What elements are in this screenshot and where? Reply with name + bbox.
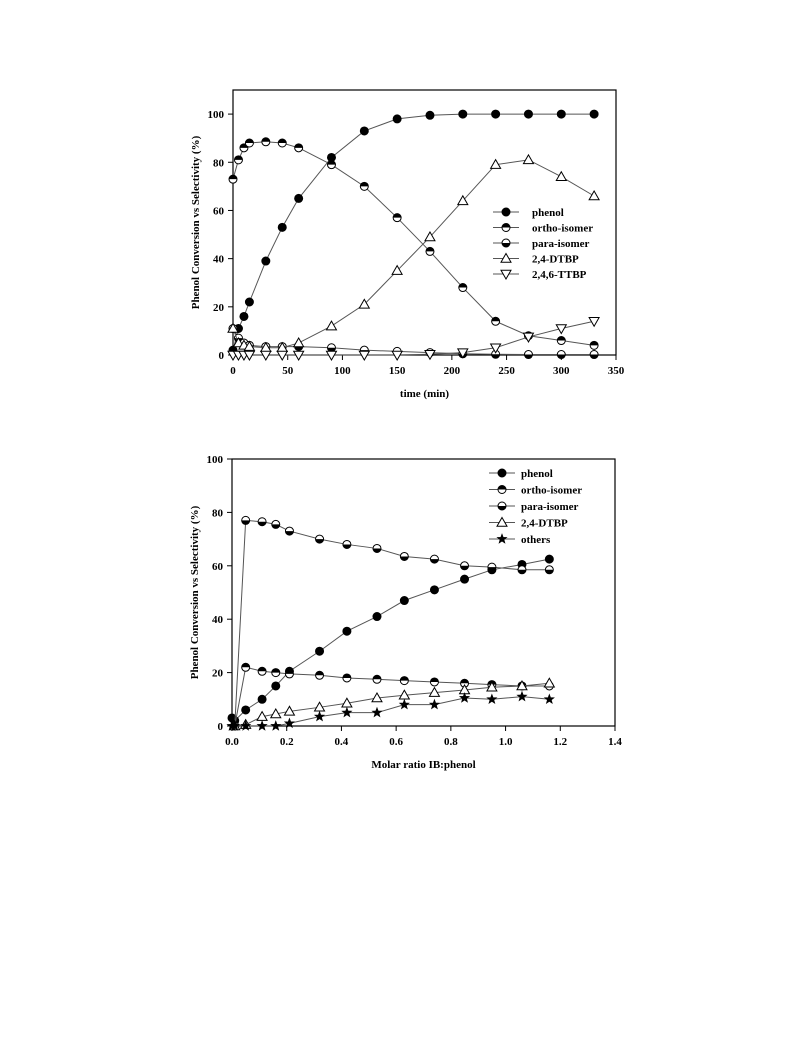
x-tick-label: 0.4 [334, 736, 349, 748]
y-axis-label: Phenol Conversion vs Selectivity (%) [190, 135, 202, 310]
data-point [360, 127, 368, 135]
data-point [242, 706, 250, 714]
legend-marker [498, 486, 506, 494]
data-point [258, 695, 266, 703]
data-point [545, 566, 553, 574]
data-point [517, 692, 527, 701]
legend-marker [501, 254, 511, 263]
data-point [492, 317, 500, 325]
data-point [245, 139, 253, 147]
x-tick-label: 1.0 [498, 736, 513, 748]
legend-marker [497, 518, 507, 527]
legend-item [489, 485, 582, 497]
x-tick-label: 0 [230, 365, 236, 377]
y-tick-label: 20 [212, 667, 223, 680]
chart-phenol-vs-time [190, 90, 625, 400]
data-point [459, 110, 467, 118]
data-point [524, 110, 532, 118]
data-point [316, 647, 324, 655]
data-point [557, 337, 565, 345]
data-point [326, 321, 336, 330]
data-point [400, 677, 408, 685]
legend-label: phenol [521, 468, 553, 480]
data-point [229, 175, 237, 183]
legend-item [489, 534, 551, 546]
legend-label: others [521, 534, 551, 546]
data-point [261, 351, 271, 360]
x-axis-label: Molar ratio IB:phenol [371, 759, 476, 771]
data-point [545, 555, 553, 563]
data-point [426, 247, 434, 255]
x-tick-label: 300 [553, 365, 570, 377]
data-point [400, 597, 408, 605]
chart-phenol-vs-molar-ratio [189, 454, 622, 771]
legend-marker [502, 239, 510, 247]
data-point [557, 110, 565, 118]
data-point [487, 694, 497, 703]
legend-label: 2,4,6-TTBP [532, 269, 587, 281]
series-phenol [228, 555, 553, 725]
data-point [294, 338, 304, 347]
x-tick-label: 0.2 [279, 736, 294, 748]
data-point [523, 155, 533, 164]
y-tick-label: 20 [213, 301, 224, 314]
data-point [589, 191, 599, 200]
legend-label: phenol [532, 207, 564, 219]
data-point [285, 527, 293, 535]
data-point [343, 627, 351, 635]
data-point [460, 693, 470, 702]
data-point [492, 110, 500, 118]
y-tick-label: 100 [206, 454, 223, 466]
legend-marker [501, 270, 511, 279]
data-point [271, 721, 281, 730]
data-point [245, 298, 253, 306]
x-tick-label: 250 [498, 365, 515, 377]
data-point [272, 682, 280, 690]
data-point [430, 586, 438, 594]
data-point [373, 675, 381, 683]
data-point [258, 667, 266, 675]
x-tick-label: 200 [443, 365, 461, 377]
y-tick-label: 40 [213, 253, 224, 266]
data-point [343, 540, 351, 548]
y-tick-label: 40 [212, 614, 223, 627]
legend [493, 207, 593, 281]
y-tick-label: 0 [217, 721, 223, 733]
data-point [373, 544, 381, 552]
data-point [277, 351, 287, 360]
legend-item [493, 207, 564, 219]
data-point [400, 552, 408, 560]
data-point [327, 161, 335, 169]
x-tick-label: 1.2 [553, 736, 568, 748]
data-point [430, 678, 438, 686]
data-point [461, 562, 469, 570]
data-point [240, 312, 248, 320]
legend [489, 468, 582, 546]
data-point [359, 351, 369, 360]
legend-item [493, 223, 593, 235]
series-line [232, 697, 549, 726]
legend-marker [498, 502, 506, 510]
data-point [316, 535, 324, 543]
data-point [262, 138, 270, 146]
series-2-4-6-ttbp [228, 318, 599, 360]
data-point [426, 111, 434, 119]
data-point [342, 708, 352, 717]
series-line [235, 683, 550, 726]
data-point [257, 721, 267, 730]
legend-marker [497, 534, 507, 543]
legend-item [493, 254, 579, 266]
data-point [327, 344, 335, 352]
data-point [590, 110, 598, 118]
x-axis [230, 355, 625, 377]
data-point [488, 563, 496, 571]
y-tick-label: 60 [212, 560, 223, 573]
data-point [272, 669, 280, 677]
data-point [285, 670, 293, 678]
series-line [233, 321, 594, 355]
data-point [242, 516, 250, 524]
legend-label: para-isomer [521, 501, 579, 513]
data-point [590, 351, 598, 359]
x-axis-label: time (min) [399, 388, 450, 400]
data-point [461, 575, 469, 583]
legend-item [489, 518, 568, 530]
legend-marker [502, 208, 510, 216]
data-point [518, 566, 526, 574]
x-tick-label: 0.0 [225, 736, 239, 748]
x-tick-label: 1.4 [608, 736, 622, 748]
data-point [545, 694, 555, 703]
data-point [343, 674, 351, 682]
legend-item [493, 269, 587, 281]
data-point [393, 214, 401, 222]
plot-frame [232, 459, 615, 726]
data-point [316, 671, 324, 679]
x-tick-label: 350 [607, 365, 625, 377]
legend-label: ortho-isomer [532, 222, 594, 235]
data-point [360, 182, 368, 190]
data-point [372, 708, 382, 717]
series-line [235, 520, 550, 726]
y-tick-label: 100 [207, 109, 224, 122]
data-point [392, 351, 402, 360]
data-point [393, 115, 401, 123]
x-tick-label: 150 [388, 365, 406, 377]
data-point [272, 520, 280, 528]
data-point [262, 257, 270, 265]
data-point [278, 223, 286, 231]
x-tick-label: 50 [282, 365, 294, 377]
data-point [242, 663, 250, 671]
data-point [295, 144, 303, 152]
x-axis [225, 726, 622, 748]
legend-marker [502, 224, 510, 232]
data-point [373, 613, 381, 621]
data-point [295, 194, 303, 202]
y-axis-label: Phenol Conversion vs Selectivity (%) [189, 505, 201, 680]
data-point [430, 555, 438, 563]
y-tick-label: 80 [213, 157, 224, 170]
x-tick-label: 0.8 [443, 736, 458, 748]
data-point [544, 678, 554, 687]
data-point [400, 700, 410, 709]
legend-marker [498, 469, 506, 477]
data-point [430, 700, 440, 709]
data-point [294, 351, 304, 360]
y-tick-label: 60 [213, 205, 224, 218]
legend-label: 2,4-DTBP [532, 253, 579, 266]
y-axis [207, 454, 233, 733]
legend-item [489, 468, 553, 480]
legend-label: para-isomer [532, 238, 590, 250]
x-tick-label: 100 [334, 365, 351, 377]
y-tick-label: 80 [212, 507, 223, 520]
legend-label: ortho-isomer [521, 484, 583, 497]
data-point [590, 341, 598, 349]
data-point [556, 172, 566, 181]
data-point [557, 351, 565, 359]
data-point [326, 351, 336, 360]
legend-item [489, 501, 579, 513]
y-axis [208, 109, 234, 362]
data-point [234, 156, 242, 164]
x-tick-label: 0.6 [389, 736, 404, 748]
legend-item [493, 238, 590, 250]
legend-label: 2,4-DTBP [521, 517, 568, 530]
data-point [459, 284, 467, 292]
y-tick-label: 0 [218, 350, 224, 362]
data-point [315, 712, 325, 721]
data-point [524, 351, 532, 359]
data-point [258, 518, 266, 526]
data-point [278, 139, 286, 147]
